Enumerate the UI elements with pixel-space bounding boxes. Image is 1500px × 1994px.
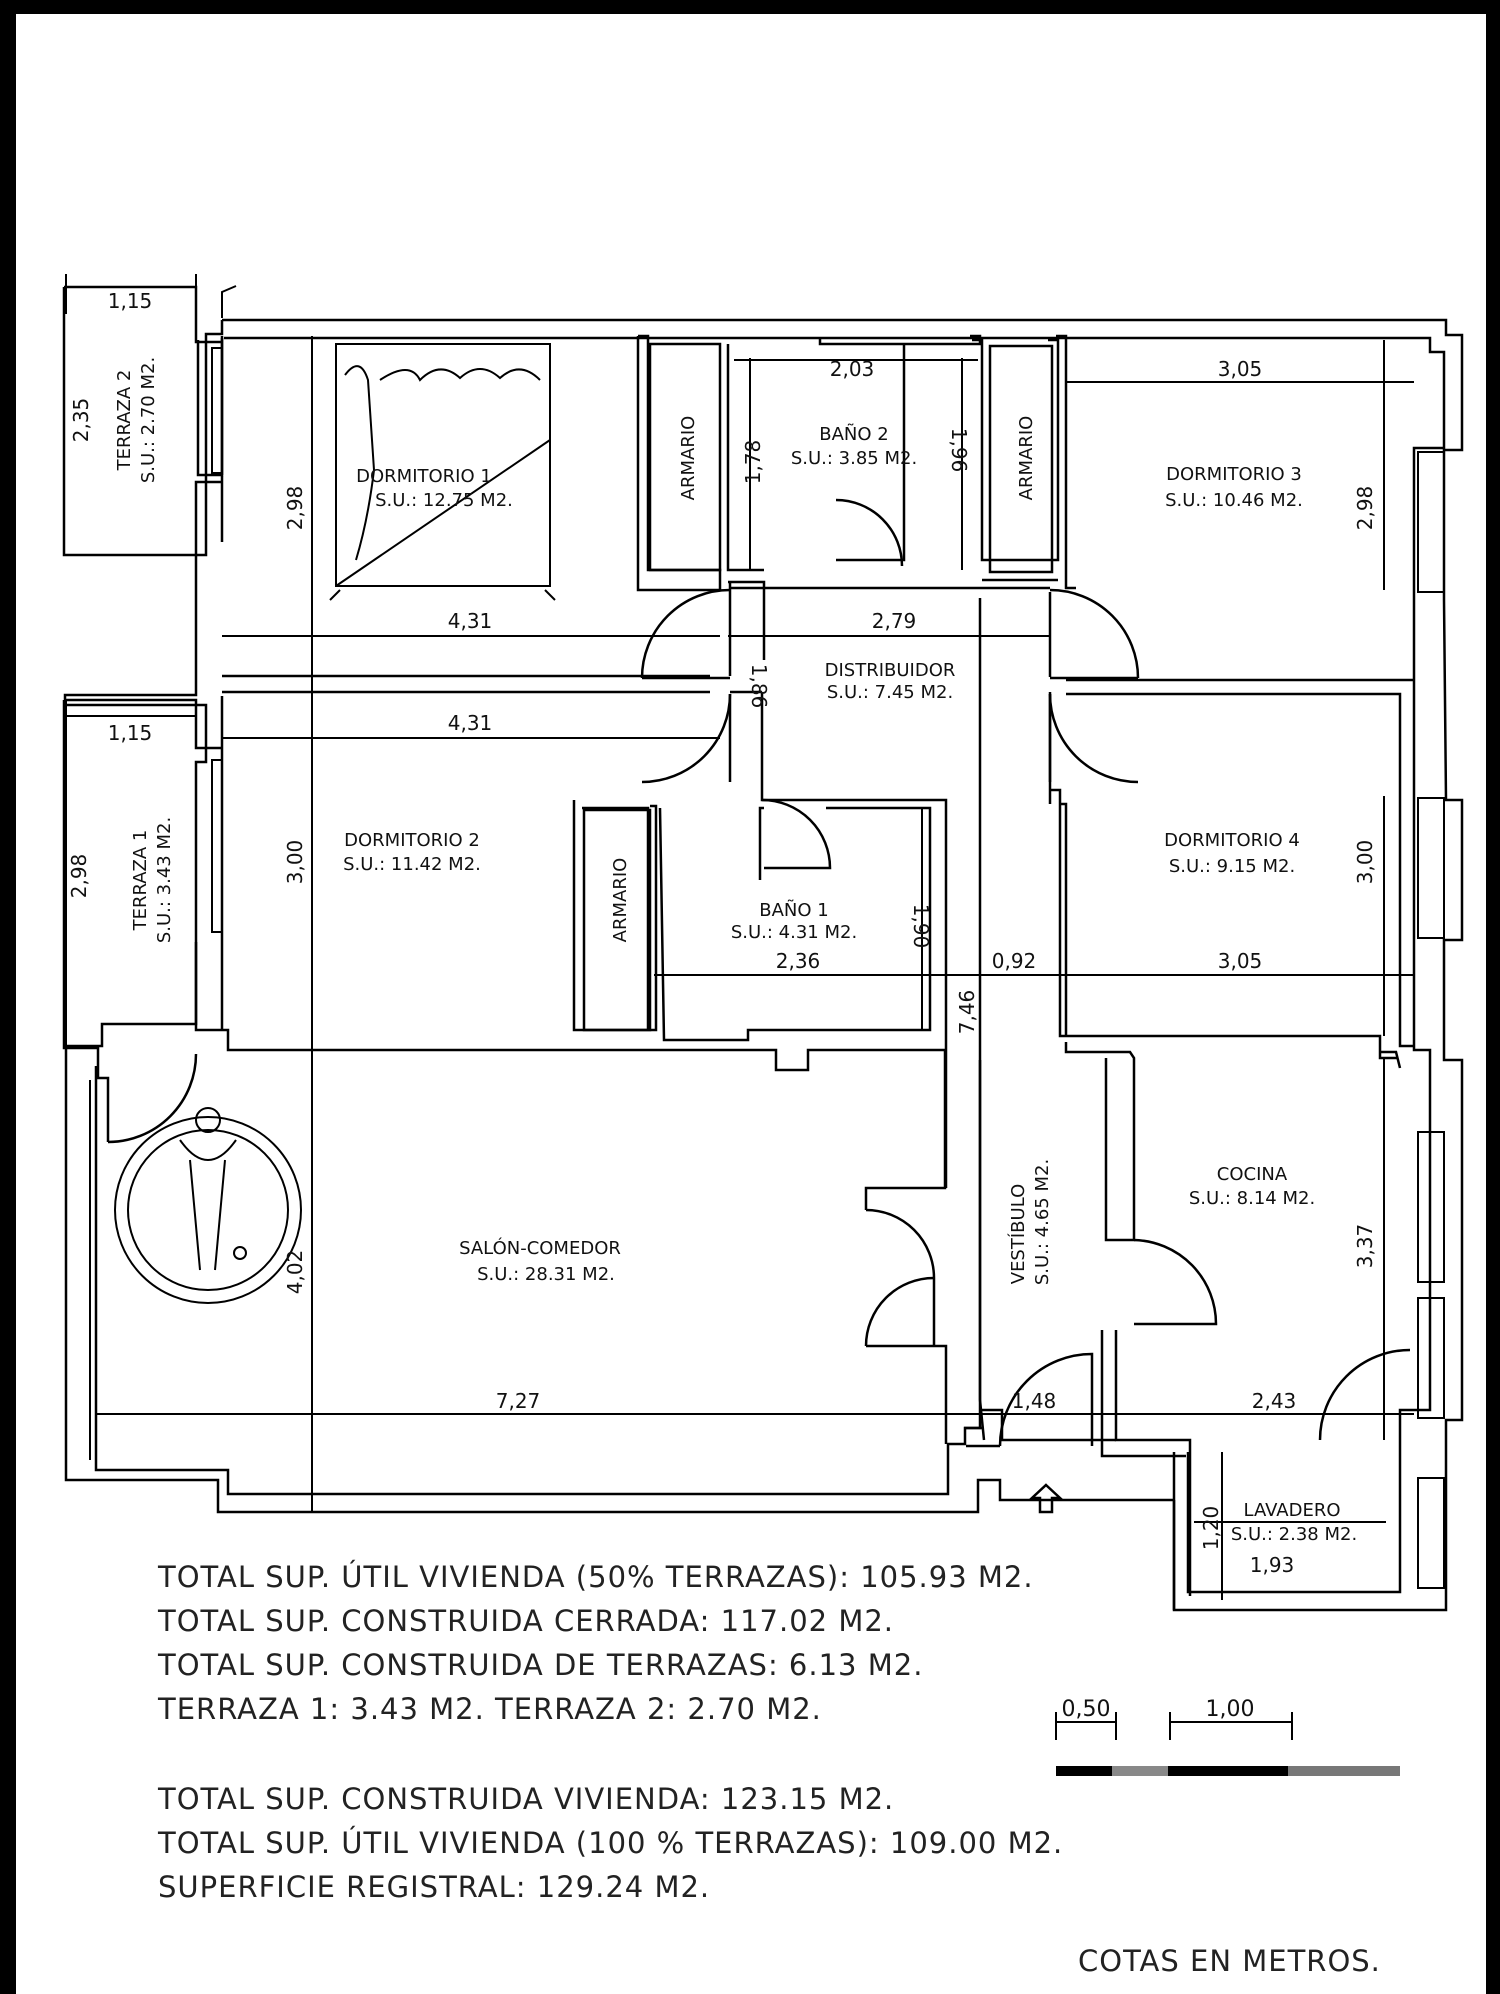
dim-corr-height: 7,46 [955, 989, 979, 1035]
dim-b1-width: 2,36 [775, 949, 821, 973]
dim-dist-height: 1,86 [747, 663, 771, 709]
dim-cocina-width: 2,43 [1251, 1389, 1297, 1413]
room-area-terraza-2: S.U.: 2.70 M2. [138, 356, 159, 484]
room-name-terraza-1: TERRAZA 1 [130, 829, 151, 931]
scale-large-label: 1,00 [1205, 1697, 1255, 1722]
room-area-distribuidor: S.U.: 7.45 M2. [826, 682, 954, 703]
dim-cocina-height: 3,37 [1353, 1223, 1377, 1269]
room-name-lavadero: LAVADERO [1243, 1500, 1341, 1521]
dim-corr-width: 0,92 [991, 949, 1037, 973]
room-name-dormitorio-4: DORMITORIO 4 [1164, 830, 1300, 851]
dim-d4-width: 3,05 [1217, 949, 1263, 973]
room-area-dormitorio-3: S.U.: 10.46 M2. [1165, 490, 1303, 511]
dim-d1-height: 2,98 [283, 485, 307, 531]
dim-d3-height: 2,98 [1353, 485, 1377, 531]
total-util-100: TOTAL SUP. ÚTIL VIVIENDA (100 % TERRAZAS): 109.00 M2. [158, 1826, 1064, 1860]
room-area-dormitorio-4: S.U.: 9.15 M2. [1168, 856, 1296, 877]
dim-lav-height: 1,20 [1199, 1505, 1223, 1551]
dim-t1-height: 2,98 [67, 853, 91, 899]
dim-d2-height: 3,00 [283, 839, 307, 885]
surface-totals [158, 1555, 1158, 1909]
doors [108, 500, 1410, 1446]
room-area-cocina: S.U.: 8.14 M2. [1188, 1188, 1316, 1209]
room-name-dormitorio-1: DORMITORIO 1 [356, 466, 492, 487]
dim-lav-width: 1,93 [1249, 1553, 1295, 1577]
entrance-arrow-icon [1032, 1485, 1060, 1512]
dim-d4-height: 3,00 [1353, 839, 1377, 885]
room-name-salon-comedor: SALÓN-COMEDOR [459, 1238, 621, 1259]
total-util-50: TOTAL SUP. ÚTIL VIVIENDA (50% TERRAZAS): 105.93 M2. [158, 1560, 1034, 1594]
room-name-vestibulo: VESTÍBULO [1008, 1183, 1029, 1285]
armario-label-2: ARMARIO [1016, 415, 1037, 501]
dim-b2-height-b: 1,96 [947, 427, 971, 473]
armario-label-3: ARMARIO [610, 857, 631, 943]
room-area-salon-comedor: S.U.: 28.31 M2. [477, 1264, 615, 1285]
dim-t2-width: 1,15 [107, 289, 153, 313]
total-construida-cerrada: TOTAL SUP. CONSTRUIDA CERRADA: 117.02 M2. [158, 1604, 895, 1638]
room-area-lavadero: S.U.: 2.38 M2. [1230, 1524, 1358, 1545]
dim-t1-width: 1,15 [107, 721, 153, 745]
room-area-dormitorio-2: S.U.: 11.42 M2. [343, 854, 481, 875]
room-name-cocina: COCINA [1216, 1164, 1288, 1185]
armario-label-1: ARMARIO [678, 415, 699, 501]
dim-vest-width: 1,48 [1011, 1389, 1057, 1413]
dim-d3-width: 3,05 [1217, 357, 1263, 381]
dim-b1-height: 1,90 [909, 903, 933, 949]
total-construida-vivienda: TOTAL SUP. CONSTRUIDA VIVIENDA: 123.15 M2. [158, 1782, 895, 1816]
room-area-terraza-1: S.U.: 3.43 M2. [154, 816, 175, 944]
terrazas-breakdown: TERRAZA 1: 3.43 M2. TERRAZA 2: 2.70 M2. [158, 1692, 822, 1726]
room-name-bano-2: BAÑO 2 [819, 424, 889, 445]
room-area-dormitorio-1: S.U.: 12.75 M2. [375, 490, 513, 511]
dim-dist-width: 2,79 [871, 609, 917, 633]
dim-b2-width: 2,03 [829, 357, 875, 381]
scale-small-label: 0,50 [1061, 1697, 1111, 1722]
room-name-distribuidor: DISTRIBUIDOR [824, 660, 956, 681]
spacer [158, 1731, 1158, 1777]
dim-t2-height: 2,35 [69, 397, 93, 443]
total-construida-terrazas: TOTAL SUP. CONSTRUIDA DE TERRAZAS: 6.13 M2. [158, 1648, 924, 1682]
north-marker-icon [222, 286, 236, 318]
dim-salon-height: 4,02 [283, 1249, 307, 1295]
jacuzzi-icon [115, 1108, 301, 1303]
dim-d1-width: 4,31 [447, 609, 493, 633]
room-name-terraza-2: TERRAZA 2 [114, 369, 135, 471]
room-name-bano-1: BAÑO 1 [759, 900, 829, 921]
room-area-bano-2: S.U.: 3.85 M2. [790, 448, 918, 469]
dim-salon-width: 7,27 [495, 1389, 541, 1413]
room-labels [114, 357, 1357, 1545]
superficie-registral: SUPERFICIE REGISTRAL: 129.24 M2. [158, 1870, 711, 1904]
room-name-dormitorio-2: DORMITORIO 2 [344, 830, 480, 851]
units-note: COTAS EN METROS. [1078, 1944, 1381, 1978]
room-name-dormitorio-3: DORMITORIO 3 [1166, 464, 1302, 485]
room-area-vestibulo: S.U.: 4.65 M2. [1032, 1158, 1053, 1286]
dim-d2-width: 4,31 [447, 711, 493, 735]
dim-b2-height-a: 1,78 [741, 439, 765, 485]
room-area-bano-1: S.U.: 4.31 M2. [730, 922, 858, 943]
